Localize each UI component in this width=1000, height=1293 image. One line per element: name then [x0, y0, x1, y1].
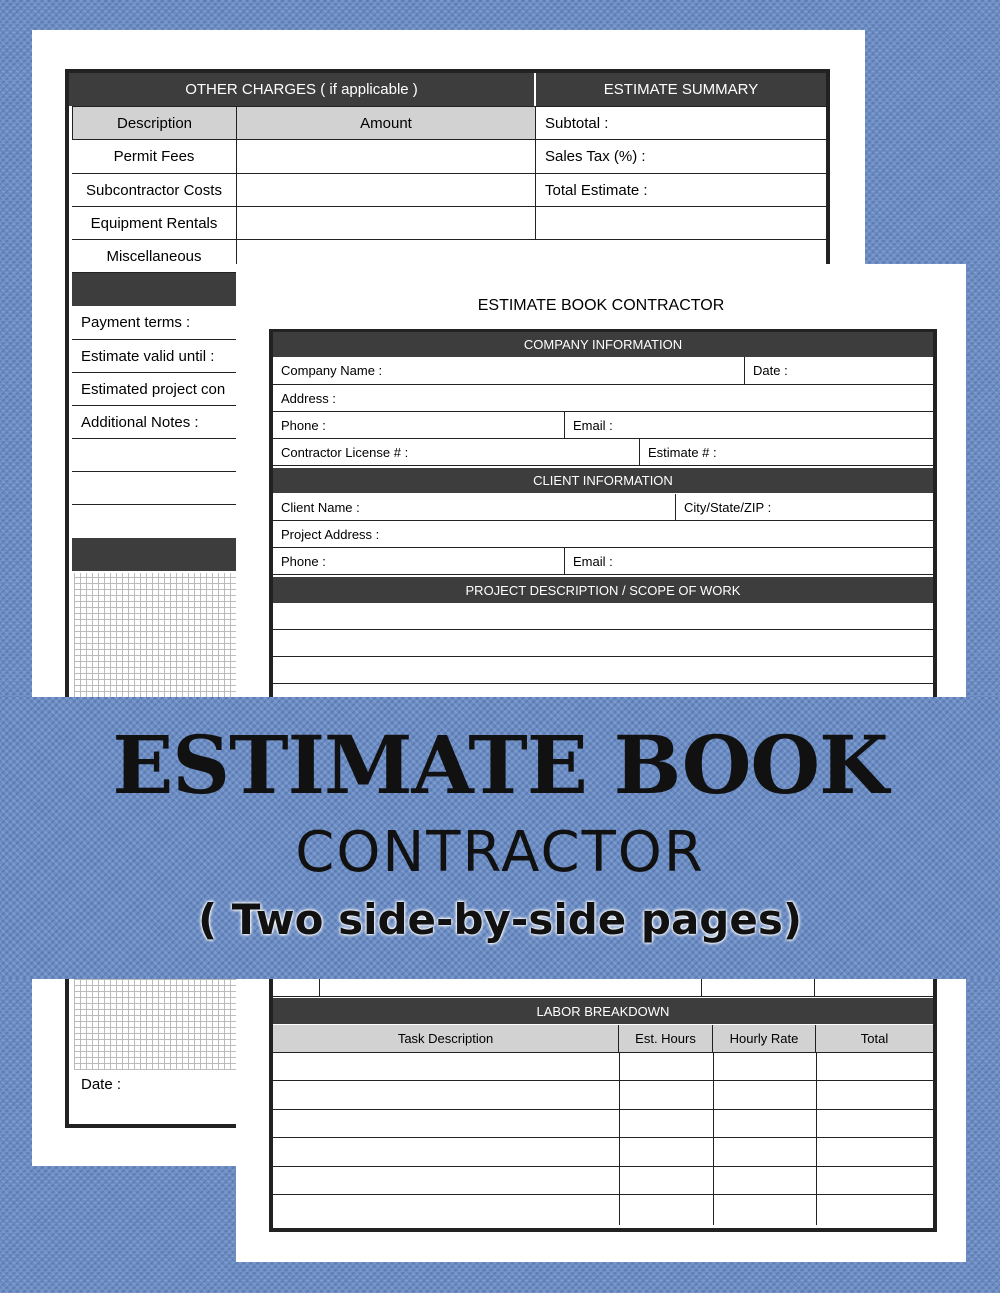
company-information-header: COMPANY INFORMATION [273, 332, 933, 357]
material-col-divider-3 [814, 979, 815, 997]
other-charges-header: OTHER CHARGES ( if applicable ) [69, 73, 534, 106]
est-hours-column: Est. Hours [619, 1025, 713, 1053]
amount-cell-1[interactable] [236, 140, 536, 174]
description-column-header: Description [72, 106, 237, 140]
summary-empty-row [536, 207, 826, 240]
contractor-license-field[interactable]: Contractor License # : [273, 439, 639, 466]
labor-table-body [273, 1053, 933, 1225]
city-state-zip-field[interactable]: City/State/ZIP : [675, 494, 933, 521]
scope-line-3[interactable] [273, 657, 933, 684]
scope-line-2[interactable] [273, 630, 933, 657]
hourly-rate-column: Hourly Rate [713, 1025, 816, 1053]
notes-line-1 [72, 439, 242, 472]
address-field[interactable]: Address : [273, 385, 933, 412]
estimate-valid-row: Estimate valid until : [72, 340, 242, 373]
amount-column-header: Amount [236, 106, 536, 140]
cover-title: ESTIMATE BOOK [112, 718, 888, 812]
date-label: Date : [81, 1076, 122, 1093]
total-estimate-row: Total Estimate : [536, 174, 826, 207]
client-name-field[interactable]: Client Name : [273, 494, 675, 521]
labor-row[interactable] [273, 1081, 933, 1110]
labor-row[interactable] [273, 1053, 933, 1081]
date-field[interactable]: Date : [744, 357, 933, 385]
estimate-number-field[interactable]: Estimate # : [639, 439, 933, 466]
notes-line-2 [72, 472, 242, 505]
company-name-field[interactable]: Company Name : [273, 357, 744, 385]
task-description-column: Task Description [273, 1025, 619, 1053]
charge-row-permit-fees: Permit Fees [72, 140, 237, 174]
labor-breakdown-header: LABOR BREAKDOWN [273, 998, 933, 1024]
email-field[interactable]: Email : [564, 412, 933, 439]
labor-row[interactable] [273, 1110, 933, 1138]
labor-row[interactable] [273, 1167, 933, 1195]
labor-col-divider-1 [619, 1053, 620, 1225]
charge-row-equipment: Equipment Rentals [72, 207, 237, 240]
total-column: Total [816, 1025, 933, 1053]
cover-subtitle: CONTRACTOR [295, 820, 705, 885]
cover-tagline: ( Two side-by-side pages) [197, 895, 803, 944]
scope-of-work-header: PROJECT DESCRIPTION / SCOPE OF WORK [273, 577, 933, 603]
project-address-field[interactable]: Project Address : [273, 521, 933, 548]
labor-row[interactable] [273, 1195, 933, 1224]
sales-tax-row: Sales Tax (%) : [536, 140, 826, 174]
terms-header-bar [72, 273, 242, 306]
amount-cell-3[interactable] [236, 207, 536, 240]
charge-row-misc: Miscellaneous [72, 240, 237, 273]
phone-field[interactable]: Phone : [273, 412, 564, 439]
labor-col-divider-2 [713, 1053, 714, 1225]
client-information-header: CLIENT INFORMATION [273, 468, 933, 493]
estimate-summary-header: ESTIMATE SUMMARY [536, 73, 826, 106]
material-table-tail [273, 979, 933, 997]
sketch-header-bar [72, 538, 242, 571]
material-col-divider-1 [319, 979, 320, 997]
subtotal-row: Subtotal : [536, 106, 826, 140]
additional-notes-row: Additional Notes : [72, 406, 242, 439]
amount-cell-2[interactable] [236, 174, 536, 207]
client-phone-field[interactable]: Phone : [273, 548, 564, 575]
front-page-title: ESTIMATE BOOK CONTRACTOR [477, 297, 725, 314]
payment-terms-row: Payment terms : [72, 306, 242, 340]
estimated-completion-row: Estimated project con [72, 373, 242, 406]
labor-row[interactable] [273, 1138, 933, 1167]
scope-line-1[interactable] [273, 603, 933, 630]
charge-row-subcontractor: Subcontractor Costs [72, 174, 237, 207]
client-email-field[interactable]: Email : [564, 548, 933, 575]
material-col-divider-2 [701, 979, 702, 997]
labor-col-divider-3 [816, 1053, 817, 1225]
